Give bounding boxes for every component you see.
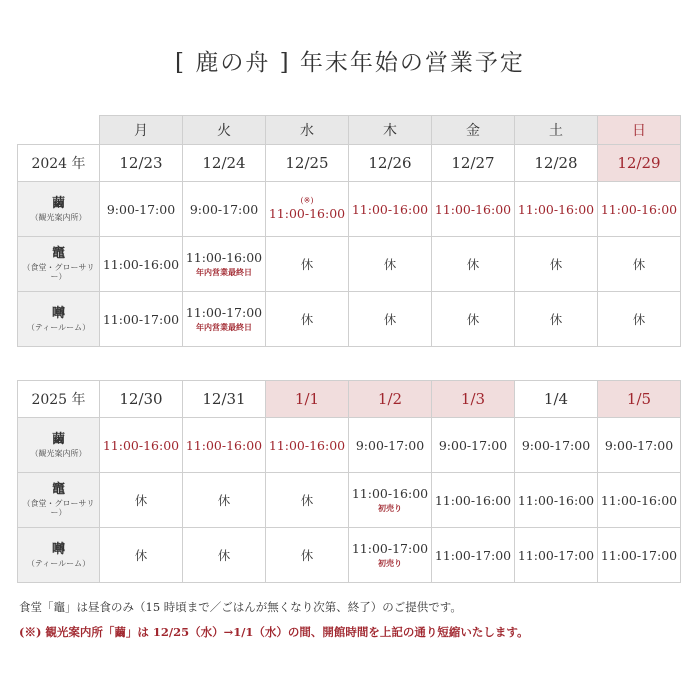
row-label-sub: （観光案内所） [30,448,87,458]
date-cell: 12/27 [432,145,515,182]
weekday-tue: 火 [183,116,266,145]
note-marker: (※) [300,196,314,205]
schedule-cell [598,418,681,473]
row-label-main: 竈 [51,482,65,498]
hours-value: 9:00-17:00 [604,437,674,453]
schedule-row-saezuri [18,292,681,347]
hours-value: 9:00-17:00 [106,201,176,217]
closed-value: 休 [300,312,314,327]
row-label-sub: （ティールーム） [26,558,91,568]
row-label-sub: （観光案内所） [30,212,87,222]
closed-value: 休 [134,493,148,508]
closed-value: 休 [217,548,231,563]
closed-value: 休 [300,257,314,272]
closed-value: 休 [466,257,480,272]
schedule-cell [266,182,349,237]
schedule-cell [598,237,681,292]
hours-value: 11:00-16:00 [351,201,429,217]
schedule-cell [100,182,183,237]
closed-value: 休 [549,312,563,327]
schedule-cell [349,182,432,237]
hours-value: 11:00-16:00 [185,250,263,265]
row-label-main: 囀 [51,541,65,557]
weekday-thu: 木 [349,116,432,145]
hours-value: 11:00-16:00 [434,201,512,217]
weekday-wed: 水 [266,116,349,145]
schedule-cell [100,292,183,347]
schedule-row-saezuri [18,528,681,583]
year-label: 2025 年 [18,381,100,418]
weekday-sun: 日 [598,116,681,145]
schedule-cell [432,528,515,583]
closed-value: 休 [217,493,231,508]
schedule-cell [266,237,349,292]
hours-value: 11:00-16:00 [268,437,346,453]
closed-value: 休 [466,312,480,327]
row-label-sub: （食堂・グローサリー） [22,262,95,282]
date-cell: 12/28 [515,145,598,182]
weekday-header-row [18,116,681,145]
schedule-cell [349,292,432,347]
hours-value: 11:00-16:00 [517,492,595,508]
schedule-cell [432,182,515,237]
hours-value: 11:00-17:00 [102,311,180,327]
date-cell: 1/5 [598,381,681,418]
schedule-cell [266,473,349,528]
schedule-cell [515,292,598,347]
hours-value: 11:00-16:00 [268,206,346,221]
hours-value: 11:00-17:00 [351,541,429,556]
row-label-main: 竈 [51,246,65,262]
hours-value: 11:00-16:00 [600,201,678,217]
schedule-cell [432,473,515,528]
schedule-cell [266,418,349,473]
first-sale-note: 初売り [378,503,402,513]
closed-value: 休 [300,548,314,563]
date-cell: 1/3 [432,381,515,418]
row-label-mayu [18,182,100,237]
row-label-kamado [18,237,100,292]
row-label-saezuri [18,292,100,347]
schedule-cell [598,182,681,237]
closed-value: 休 [632,257,646,272]
hours-value: 11:00-17:00 [185,305,263,320]
closed-value: 休 [632,312,646,327]
schedule-row-kamado [18,473,681,528]
schedule-cell [266,528,349,583]
schedule-cell [515,237,598,292]
date-cell: 12/30 [100,381,183,418]
schedule-cell [515,473,598,528]
schedule-cell [598,473,681,528]
schedule-cell [515,182,598,237]
hours-value: 9:00-17:00 [355,437,425,453]
row-label-main: 囀 [51,305,65,321]
closed-value: 休 [549,257,563,272]
footnote-lunch: 食堂「竈」は昼食のみ（15 時頃まで／ごはんが無くなり次第、終了）のご提供です。 [19,600,462,614]
schedule-cell [349,237,432,292]
hours-value: 11:00-16:00 [351,486,429,501]
schedule-cell [349,473,432,528]
corner-blank [18,116,100,145]
schedule-cell [183,473,266,528]
row-label-kamado [18,473,100,528]
schedule-cell [598,528,681,583]
hours-value: 11:00-17:00 [600,547,678,563]
schedule-cell [266,292,349,347]
row-label-saezuri [18,528,100,583]
schedule-cell [100,418,183,473]
schedule-cell [349,418,432,473]
last-day-note: 年内営業最終日 [196,322,252,332]
schedule-cell [100,528,183,583]
row-label-sub: （ティールーム） [26,322,91,332]
row-label-mayu [18,418,100,473]
date-cell: 12/24 [183,145,266,182]
date-row [18,145,681,182]
last-day-note: 年内営業最終日 [196,267,252,277]
hours-value: 9:00-17:00 [189,201,259,217]
closed-value: 休 [383,312,397,327]
schedule-row-mayu [18,418,681,473]
closed-value: 休 [300,493,314,508]
schedule-cell [598,292,681,347]
hours-value: 11:00-16:00 [102,437,180,453]
schedule-row-mayu [18,182,681,237]
hours-value: 11:00-17:00 [434,547,512,563]
page-title: [ 鹿の舟 ] 年末年始の営業予定 [175,50,525,76]
schedule-cell [349,528,432,583]
schedule-cell [432,418,515,473]
schedule-cell [515,528,598,583]
hours-value: 11:00-16:00 [102,256,180,272]
weekday-sat: 土 [515,116,598,145]
schedule-cell [432,292,515,347]
hours-value: 9:00-17:00 [438,437,508,453]
schedule-cell [183,182,266,237]
row-label-sub: （食堂・グローサリー） [22,498,95,518]
closed-value: 休 [134,548,148,563]
hours-value: 11:00-16:00 [600,492,678,508]
date-cell: 12/23 [100,145,183,182]
hours-value: 11:00-16:00 [434,492,512,508]
date-cell: 1/2 [349,381,432,418]
hours-value: 11:00-16:00 [517,201,595,217]
first-sale-note: 初売り [378,558,402,568]
weekday-fri: 金 [432,116,515,145]
date-cell: 12/25 [266,145,349,182]
hours-value: 11:00-17:00 [517,547,595,563]
row-label-main: 繭 [51,195,65,211]
date-cell: 12/31 [183,381,266,418]
schedule-row-kamado [18,237,681,292]
date-cell: 12/29 [598,145,681,182]
footnote-shortened-hours: (※) 観光案内所「繭」は 12/25（水）→1/1（水）の間、開館時間を上記の通り短縮いたします。 [19,625,529,639]
hours-value: 9:00-17:00 [521,437,591,453]
schedule-cell [183,528,266,583]
schedule-cell [100,237,183,292]
weekday-mon: 月 [100,116,183,145]
schedule-table-2024 [17,115,681,347]
schedule-cell [100,473,183,528]
schedule-table-2025 [17,380,681,583]
hours-value: 11:00-16:00 [185,437,263,453]
schedule-cell [183,237,266,292]
schedule-cell [183,292,266,347]
schedule-cell [183,418,266,473]
date-cell: 12/26 [349,145,432,182]
date-cell: 1/4 [515,381,598,418]
date-row [18,381,681,418]
schedule-cell [515,418,598,473]
closed-value: 休 [383,257,397,272]
row-label-main: 繭 [51,431,65,447]
year-label: 2024 年 [18,145,100,182]
date-cell: 1/1 [266,381,349,418]
schedule-cell [432,237,515,292]
